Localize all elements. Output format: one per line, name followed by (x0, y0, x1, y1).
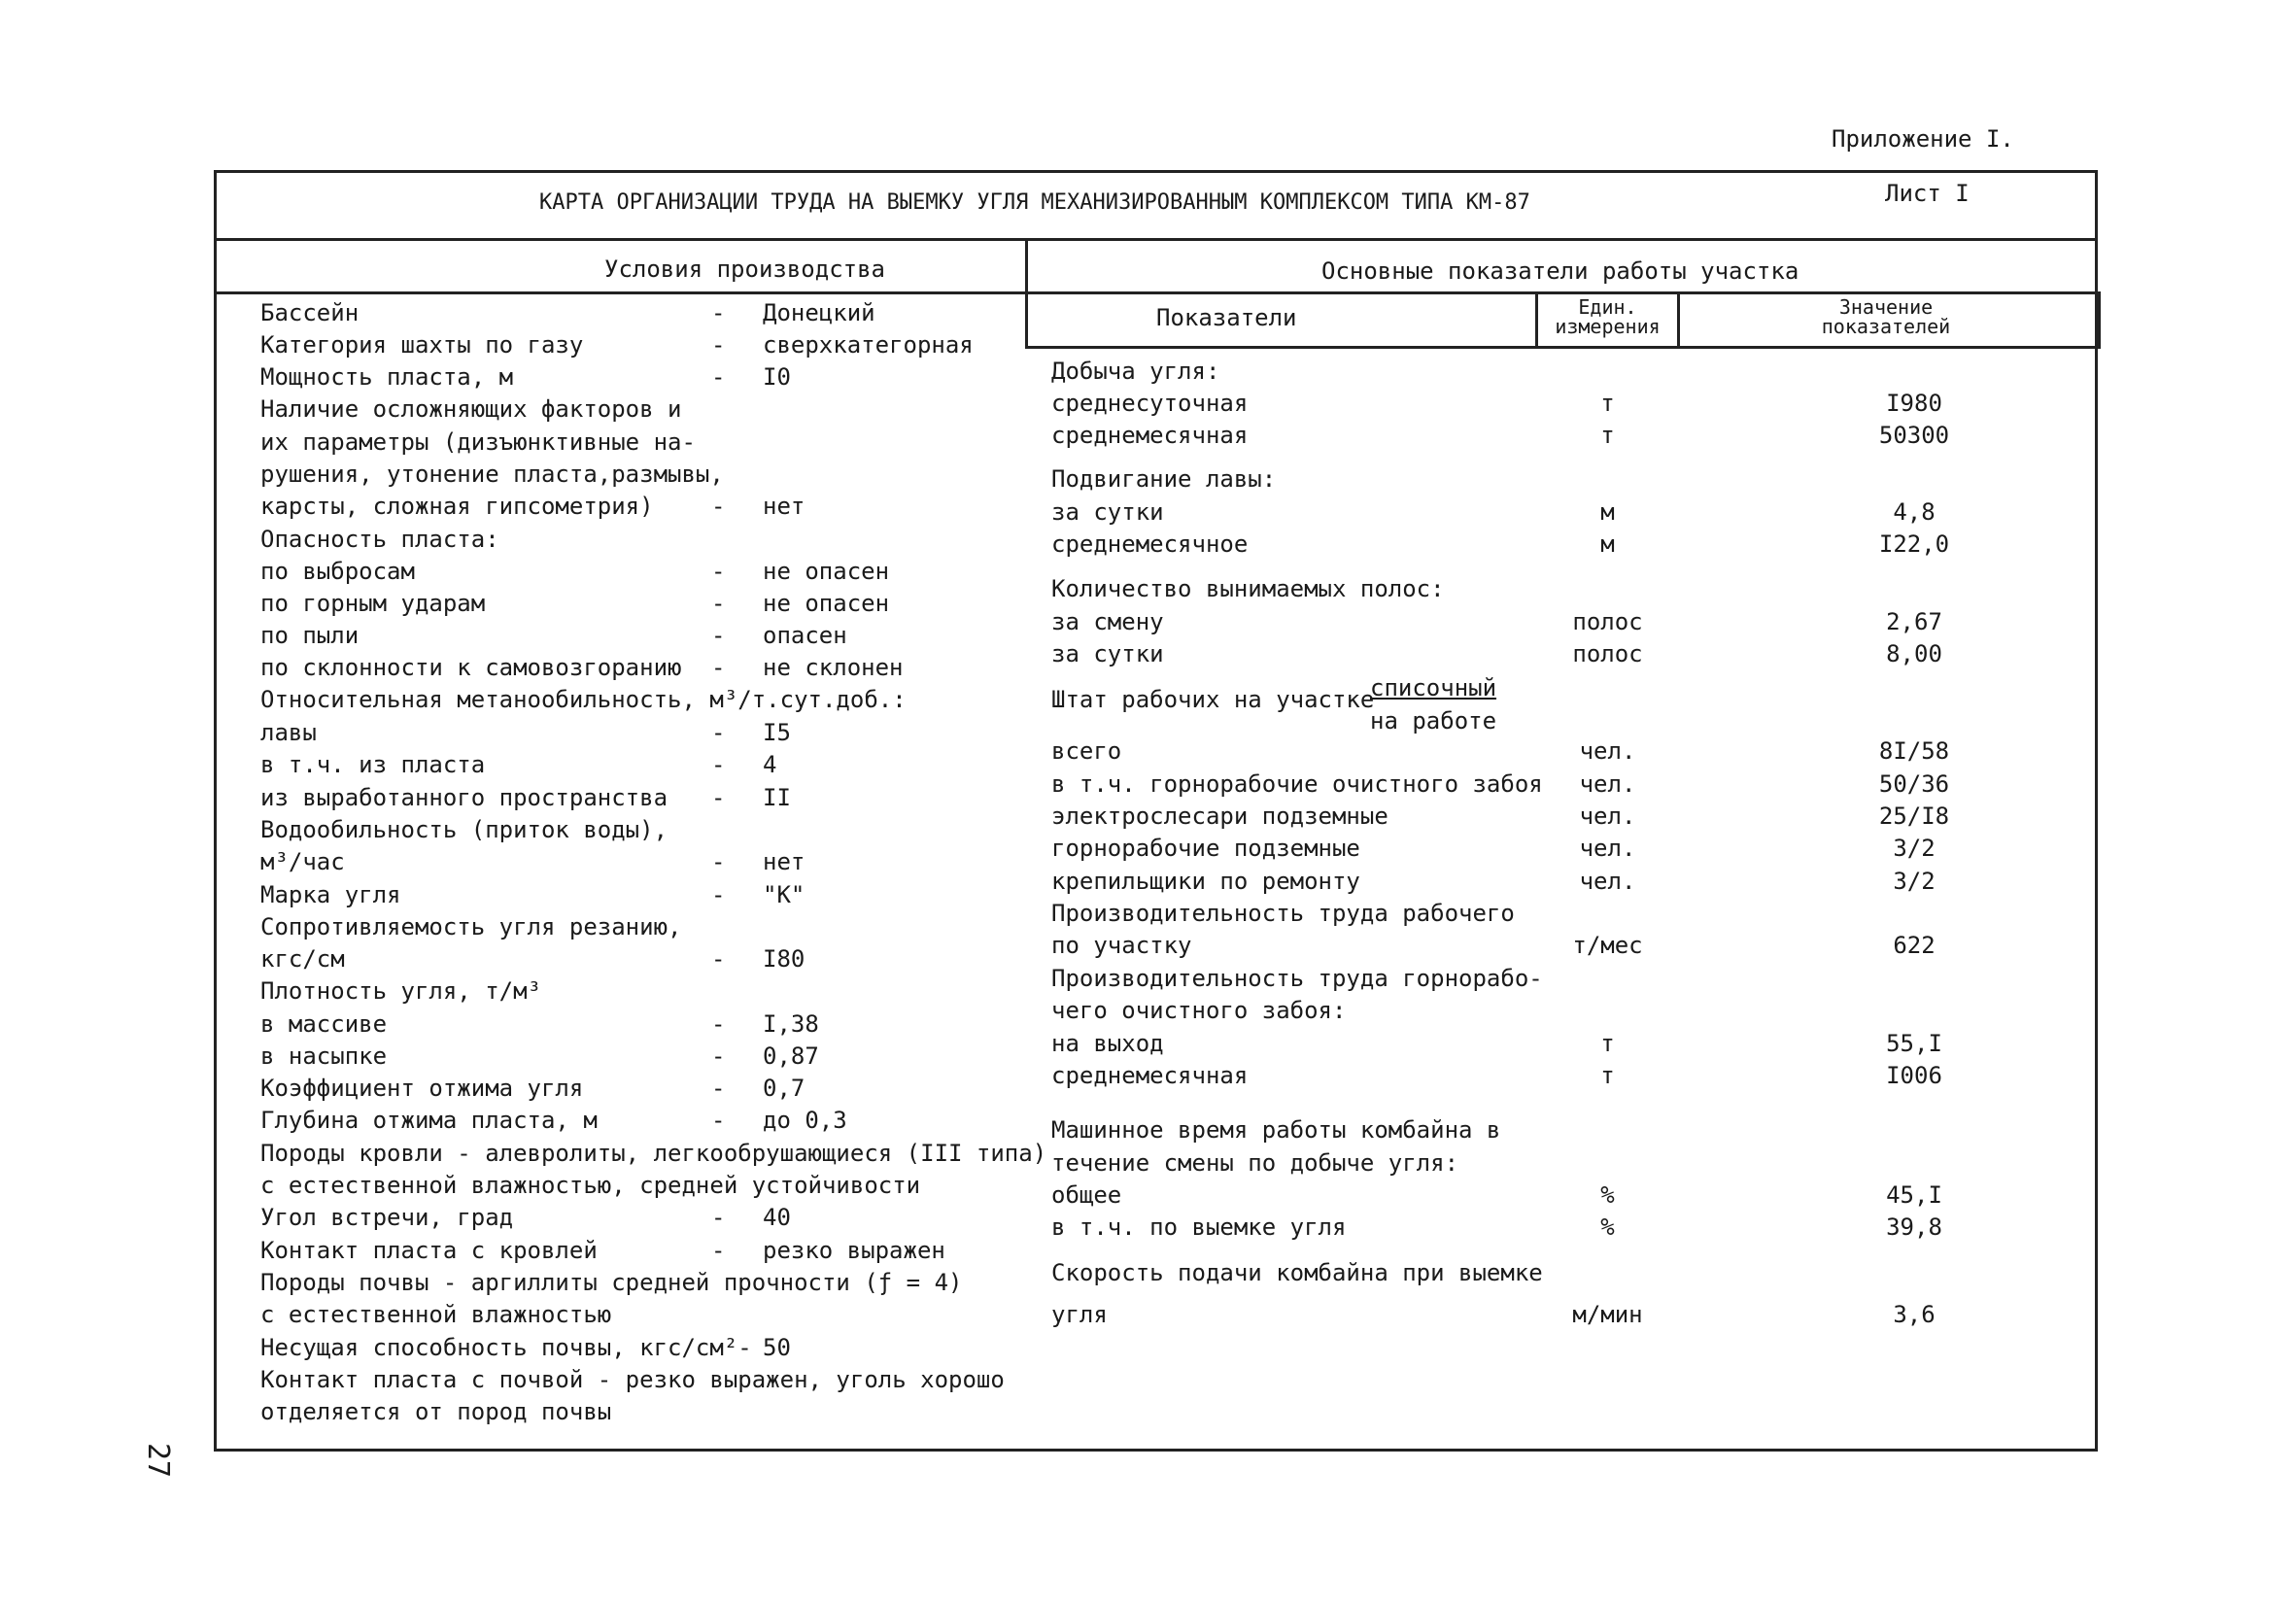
indicator-label: Подвигание лавы: (1051, 465, 1277, 493)
indicator-unit: м/мин (1572, 1301, 1643, 1328)
indicator-unit: чел. (1579, 737, 1636, 765)
condition-value: 0,87 (763, 1042, 819, 1070)
condition-label: с естественной влажностью, средней устойчивости (260, 1172, 921, 1199)
col-header-indicator: Показатели (1156, 304, 1297, 331)
indicator-label: крепильщики по ремонту (1051, 868, 1360, 895)
staff-denominator: на работе (1370, 707, 1497, 735)
col-header-unit (1538, 297, 1677, 336)
indicator-value: 3/2 (1893, 868, 1936, 895)
indicator-unit: % (1600, 1213, 1615, 1241)
condition-label: Наличие осложняющих факторов и (260, 395, 682, 423)
indicator-value: I22,0 (1878, 530, 1950, 558)
condition-label: Контакт пласта с почвой - резко выражен, уголь хорошо (260, 1366, 1005, 1393)
indicator-label: Количество вынимаемых полос: (1051, 575, 1445, 602)
condition-label: в т.ч. из пласта (260, 751, 486, 778)
indicator-value: 25/I8 (1878, 803, 1950, 830)
condition-label: в насыпке (260, 1042, 388, 1070)
staff-numerator: списочный (1370, 674, 1497, 701)
condition-dash: - (711, 719, 726, 746)
indicator-label: в т.ч. горнорабочие очистного забоя (1051, 770, 1543, 798)
condition-value: 40 (763, 1204, 791, 1231)
condition-label: из выработанного пространства (260, 784, 668, 811)
condition-dash: - (711, 590, 726, 617)
condition-value: не опасен (763, 558, 890, 585)
indicator-value: 4,8 (1893, 498, 1936, 526)
condition-value: 0,7 (763, 1075, 805, 1102)
indicator-label: Машинное время работы комбайна в (1051, 1116, 1501, 1144)
indicator-value: 50/36 (1878, 770, 1950, 798)
condition-label: Породы кровли - алевролиты, легкообрушающиеся (III типа) (260, 1140, 1047, 1167)
indicator-value: 55,I (1886, 1030, 1942, 1057)
condition-value: I80 (763, 945, 805, 973)
condition-dash: - (711, 1237, 726, 1264)
condition-label: м³/час (260, 848, 345, 875)
title-divider (214, 238, 2095, 241)
condition-value: Донецкий (763, 299, 875, 326)
indicator-value: 8I/58 (1878, 737, 1950, 765)
indicator-value: 2,67 (1886, 608, 1942, 635)
condition-label: по выбросам (260, 558, 415, 585)
indicator-label: на выход (1051, 1030, 1164, 1057)
condition-dash: - (711, 622, 726, 649)
condition-label: по пыли (260, 622, 360, 649)
indicator-label: Скорость подачи комбайна при выемке (1051, 1259, 1543, 1286)
condition-label: Относительная метанообильность, м³/т.сут.доб.: (260, 686, 907, 713)
condition-label: Глубина отжима пласта, м (260, 1107, 598, 1134)
condition-label: карсты, сложная гипсометрия) (260, 493, 654, 520)
indicator-value: 3,6 (1893, 1301, 1936, 1328)
condition-dash: - (711, 363, 726, 391)
sheet-label: Лист I (1885, 180, 1970, 207)
indicator-unit: чел. (1579, 803, 1636, 830)
condition-label: Несущая способность почвы, кгс/см²- (260, 1334, 752, 1361)
indicator-value: 45,I (1886, 1181, 1942, 1209)
indicator-label: электрослесари подземные (1051, 803, 1388, 830)
condition-label: Сопротивляемость угля резанию, (260, 913, 682, 940)
condition-dash: - (711, 945, 726, 973)
indicator-label: Производительность труда горнорабо- (1051, 965, 1543, 992)
col-header-value-line1: Значение (1838, 295, 1934, 319)
indicator-label: среднемесячная (1051, 1062, 1249, 1089)
condition-label: Марка угля (260, 881, 401, 908)
condition-value: I5 (763, 719, 791, 746)
indicator-label: за смену (1051, 608, 1164, 635)
condition-value: 4 (763, 751, 777, 778)
condition-value: нет (763, 848, 805, 875)
condition-value: до 0,3 (763, 1107, 847, 1134)
condition-label: Контакт пласта с кровлей (260, 1237, 598, 1264)
indicator-unit: полос (1572, 608, 1643, 635)
condition-dash: - (711, 1107, 726, 1134)
indicator-unit: т (1600, 1030, 1615, 1057)
document-title: КАРТА ОРГАНИЗАЦИИ ТРУДА НА ВЫЕМКУ УГЛЯ МЕХАНИЗИРОВАННЫМ КОМПЛЕКСОМ ТИПА КМ-87 (539, 190, 1530, 215)
indicator-label: по участку (1051, 932, 1192, 959)
indicator-label: за сутки (1051, 498, 1164, 526)
indicator-label: в т.ч. по выемке угля (1051, 1213, 1347, 1241)
condition-label: Водообильность (приток воды), (260, 816, 668, 843)
indicator-unit: т (1600, 390, 1615, 417)
condition-value: II (763, 784, 791, 811)
indicator-label: угля (1051, 1301, 1108, 1328)
indicator-label: горнорабочие подземные (1051, 835, 1360, 862)
indicator-unit: т (1600, 1062, 1615, 1089)
indicator-unit: м (1600, 498, 1615, 526)
col-header-unit-line2: измерения (1555, 315, 1661, 338)
indicator-unit: чел. (1579, 835, 1636, 862)
condition-dash: - (711, 299, 726, 326)
condition-dash: - (711, 1075, 726, 1102)
indicator-label: среднемесячная (1051, 422, 1249, 449)
condition-label: Плотность угля, т/м³ (260, 977, 541, 1005)
condition-label: рушения, утонение пласта,размывы, (260, 461, 724, 488)
condition-dash: - (711, 751, 726, 778)
staff-label: Штат рабочих на участке (1051, 686, 1375, 713)
col-header-unit-line1: Един. (1578, 295, 1637, 319)
condition-dash: - (711, 1010, 726, 1038)
indicator-label: среднесуточная (1051, 390, 1249, 417)
indicator-value: 3/2 (1893, 835, 1936, 862)
condition-value: I0 (763, 363, 791, 391)
indicator-value: I980 (1886, 390, 1942, 417)
condition-dash: - (711, 493, 726, 520)
indicator-value: 39,8 (1886, 1213, 1942, 1241)
condition-dash: - (711, 848, 726, 875)
condition-label: Мощность пласта, м (260, 363, 514, 391)
condition-dash: - (711, 331, 726, 359)
condition-label: лавы (260, 719, 317, 746)
condition-label: Категория шахты по газу (260, 331, 584, 359)
condition-value: I,38 (763, 1010, 819, 1038)
indicator-label: Производительность труда рабочего (1051, 900, 1515, 927)
page-number: 27 (141, 1443, 175, 1479)
condition-dash: - (711, 1204, 726, 1231)
conditions-header: Условия производства (604, 256, 885, 283)
indicator-unit: т/мес (1572, 932, 1643, 959)
condition-label: их параметры (дизъюнктивные на- (260, 428, 696, 456)
indicator-unit: т (1600, 422, 1615, 449)
indicator-label: общее (1051, 1181, 1122, 1209)
condition-value: сверхкатегорная (763, 331, 974, 359)
condition-dash: - (711, 881, 726, 908)
condition-value: 50 (763, 1334, 791, 1361)
condition-label: Бассейн (260, 299, 360, 326)
condition-label: Опасность пласта: (260, 526, 499, 553)
condition-dash: - (711, 654, 726, 681)
condition-value: не опасен (763, 590, 890, 617)
condition-label: с естественной влажностью (260, 1301, 612, 1328)
indicator-unit: % (1600, 1181, 1615, 1209)
condition-label: кгс/см (260, 945, 345, 973)
indicator-label: всего (1051, 737, 1122, 765)
condition-value: опасен (763, 622, 847, 649)
indicator-unit: полос (1572, 640, 1643, 667)
condition-dash: - (711, 1042, 726, 1070)
condition-label: Угол встречи, град (260, 1204, 514, 1231)
indicator-value: 50300 (1878, 422, 1950, 449)
section-divider (1025, 238, 1028, 294)
indicator-value: I006 (1886, 1062, 1942, 1089)
col-header-value (1680, 297, 2092, 336)
condition-dash: - (711, 558, 726, 585)
condition-value: резко выражен (763, 1237, 945, 1264)
indicator-label: течение смены по добыче угля: (1051, 1149, 1459, 1177)
appendix-label: Приложение I. (1832, 125, 2014, 153)
condition-label: по склонности к самовозгоранию (260, 654, 682, 681)
indicator-label: чего очистного забоя: (1051, 997, 1347, 1024)
indicator-unit: чел. (1579, 868, 1636, 895)
condition-value: нет (763, 493, 805, 520)
condition-value: "К" (763, 881, 805, 908)
indicators-header: Основные показатели работы участка (1321, 257, 1799, 285)
condition-value: не склонен (763, 654, 904, 681)
col-header-value-line2: показателей (1821, 315, 1951, 338)
indicator-value: 8,00 (1886, 640, 1942, 667)
indicator-unit: м (1600, 530, 1615, 558)
condition-label: Коэффициент отжима угля (260, 1075, 584, 1102)
indicator-label: среднемесячное (1051, 530, 1249, 558)
indicator-label: Добыча угля: (1051, 358, 1220, 385)
condition-label: отделяется от пород почвы (260, 1398, 612, 1425)
condition-label: в массиве (260, 1010, 388, 1038)
indicator-label: за сутки (1051, 640, 1164, 667)
indicator-value: 622 (1893, 932, 1936, 959)
condition-label: Породы почвы - аргиллиты средней прочности (ƒ = 4) (260, 1269, 963, 1296)
condition-label: по горным ударам (260, 590, 486, 617)
indicator-unit: чел. (1579, 770, 1636, 798)
condition-dash: - (711, 784, 726, 811)
